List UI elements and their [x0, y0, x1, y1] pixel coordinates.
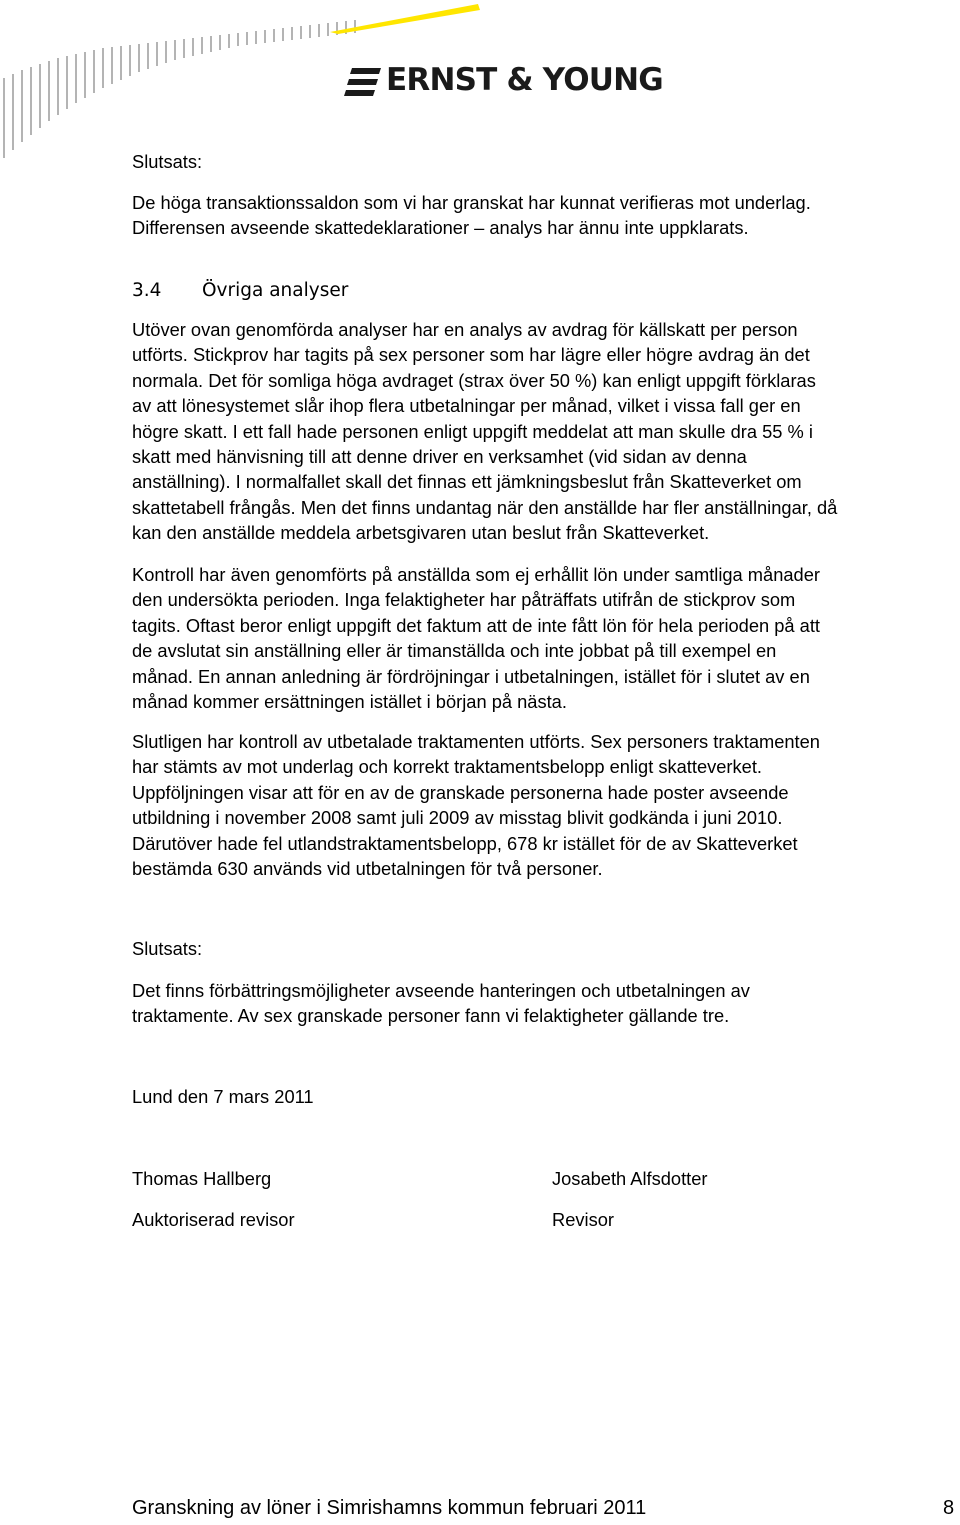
conclusion-text: Det finns förbättringsmöjligheter avseende hanteringen och utbetalningen av traktamente. Av sex granskade personer fann vi felaktigheter gällande tre. — [132, 980, 750, 1027]
footer-title: Granskning av löner i Simrishamns kommun februari 2011 — [132, 1497, 647, 1519]
conclusion-text: De höga transaktionssaldon som vi har granskat har kunnat verifieras mot underlag. Differensen avseende skattedeklarationer – analys har ännu inte uppklarats. — [132, 192, 811, 239]
signatory-name: Josabeth Alfsdotter — [552, 1168, 708, 1189]
conclusion-label: Slutsats: — [132, 151, 203, 172]
section-title: Övriga analyser — [202, 280, 349, 301]
page-number: 8 — [943, 1497, 955, 1519]
signatory-name: Thomas Hallberg — [132, 1168, 272, 1189]
section-number: 3.4 — [132, 280, 162, 301]
logo-yellow-beam — [330, 4, 480, 34]
section-heading — [132, 280, 348, 301]
body-paragraph: Kontroll har även genomförts på anställda som ej erhållit lön under samtliga månader den undersökta perioden. Inga felaktigheter har påträffats utifrån de stickprov som tagits. Oftast beror enligt uppgift det faktum att de inte fått lön för hela perioden på att de avslutat sin anställning eller är timanställda och inte jobbat på till exempel en månad. En annan anledning är fördröjningar i utbetalningen, istället för i slutet av en månad kommer ersättningen istället i början på nästa. — [132, 564, 820, 713]
place-date: Lund den 7 mars 2011 — [132, 1086, 314, 1107]
body-paragraph: Utöver ovan genomförda analyser har en analys av avdrag för källskatt per person utförts. Stickprov har tagits på sex personer som har lägre eller högre avdrag än det normala. Det för somliga höga avdraget (strax över 50 %) kan enligt uppgift förklaras av att lönesystemet slår ihop flera utbetalningar per månad, vilket i vissa fall ger en högre skatt. I ett fall hade personen enligt uppgift meddelat att man skulle dra 55 % i skatt med hänvisning till att denne driver en verksamhet (vid sidan av denna anställning). I normalfallet skall det finnas ett jämkningsbeslut från Skatteverket om skattetabell frångås. Men det finns undantag när den anställde har fler anställningar, då kan den anställde meddela arbetsgivaren utan beslut från Skatteverket. — [132, 319, 838, 544]
signatory-title: Auktoriserad revisor — [132, 1209, 295, 1230]
logo-perspective-bars — [4, 20, 355, 158]
signatory-title: Revisor — [552, 1209, 614, 1230]
body-paragraph: Slutligen har kontroll av utbetalade traktamenten utförts. Sex personers traktamenten har stämts av mot underlag och korrekt traktamentsbelopp enligt skatteverket. Uppföljningen visar att för en av de granskade personerna hade poster avseende utbildning i november 2008 samt juli 2009 av misstag blivit godkända i juni 2010. Därutöver hade fel utlandstraktamentsbelopp, 678 kr istället för de av Skatteverket bestämda 630 används vid utbetalningen för två personer. — [132, 731, 820, 880]
logo-bars-mark — [344, 68, 381, 96]
conclusion-label: Slutsats: — [132, 938, 203, 959]
logo-wordmark: ERNST & YOUNG — [386, 62, 663, 98]
